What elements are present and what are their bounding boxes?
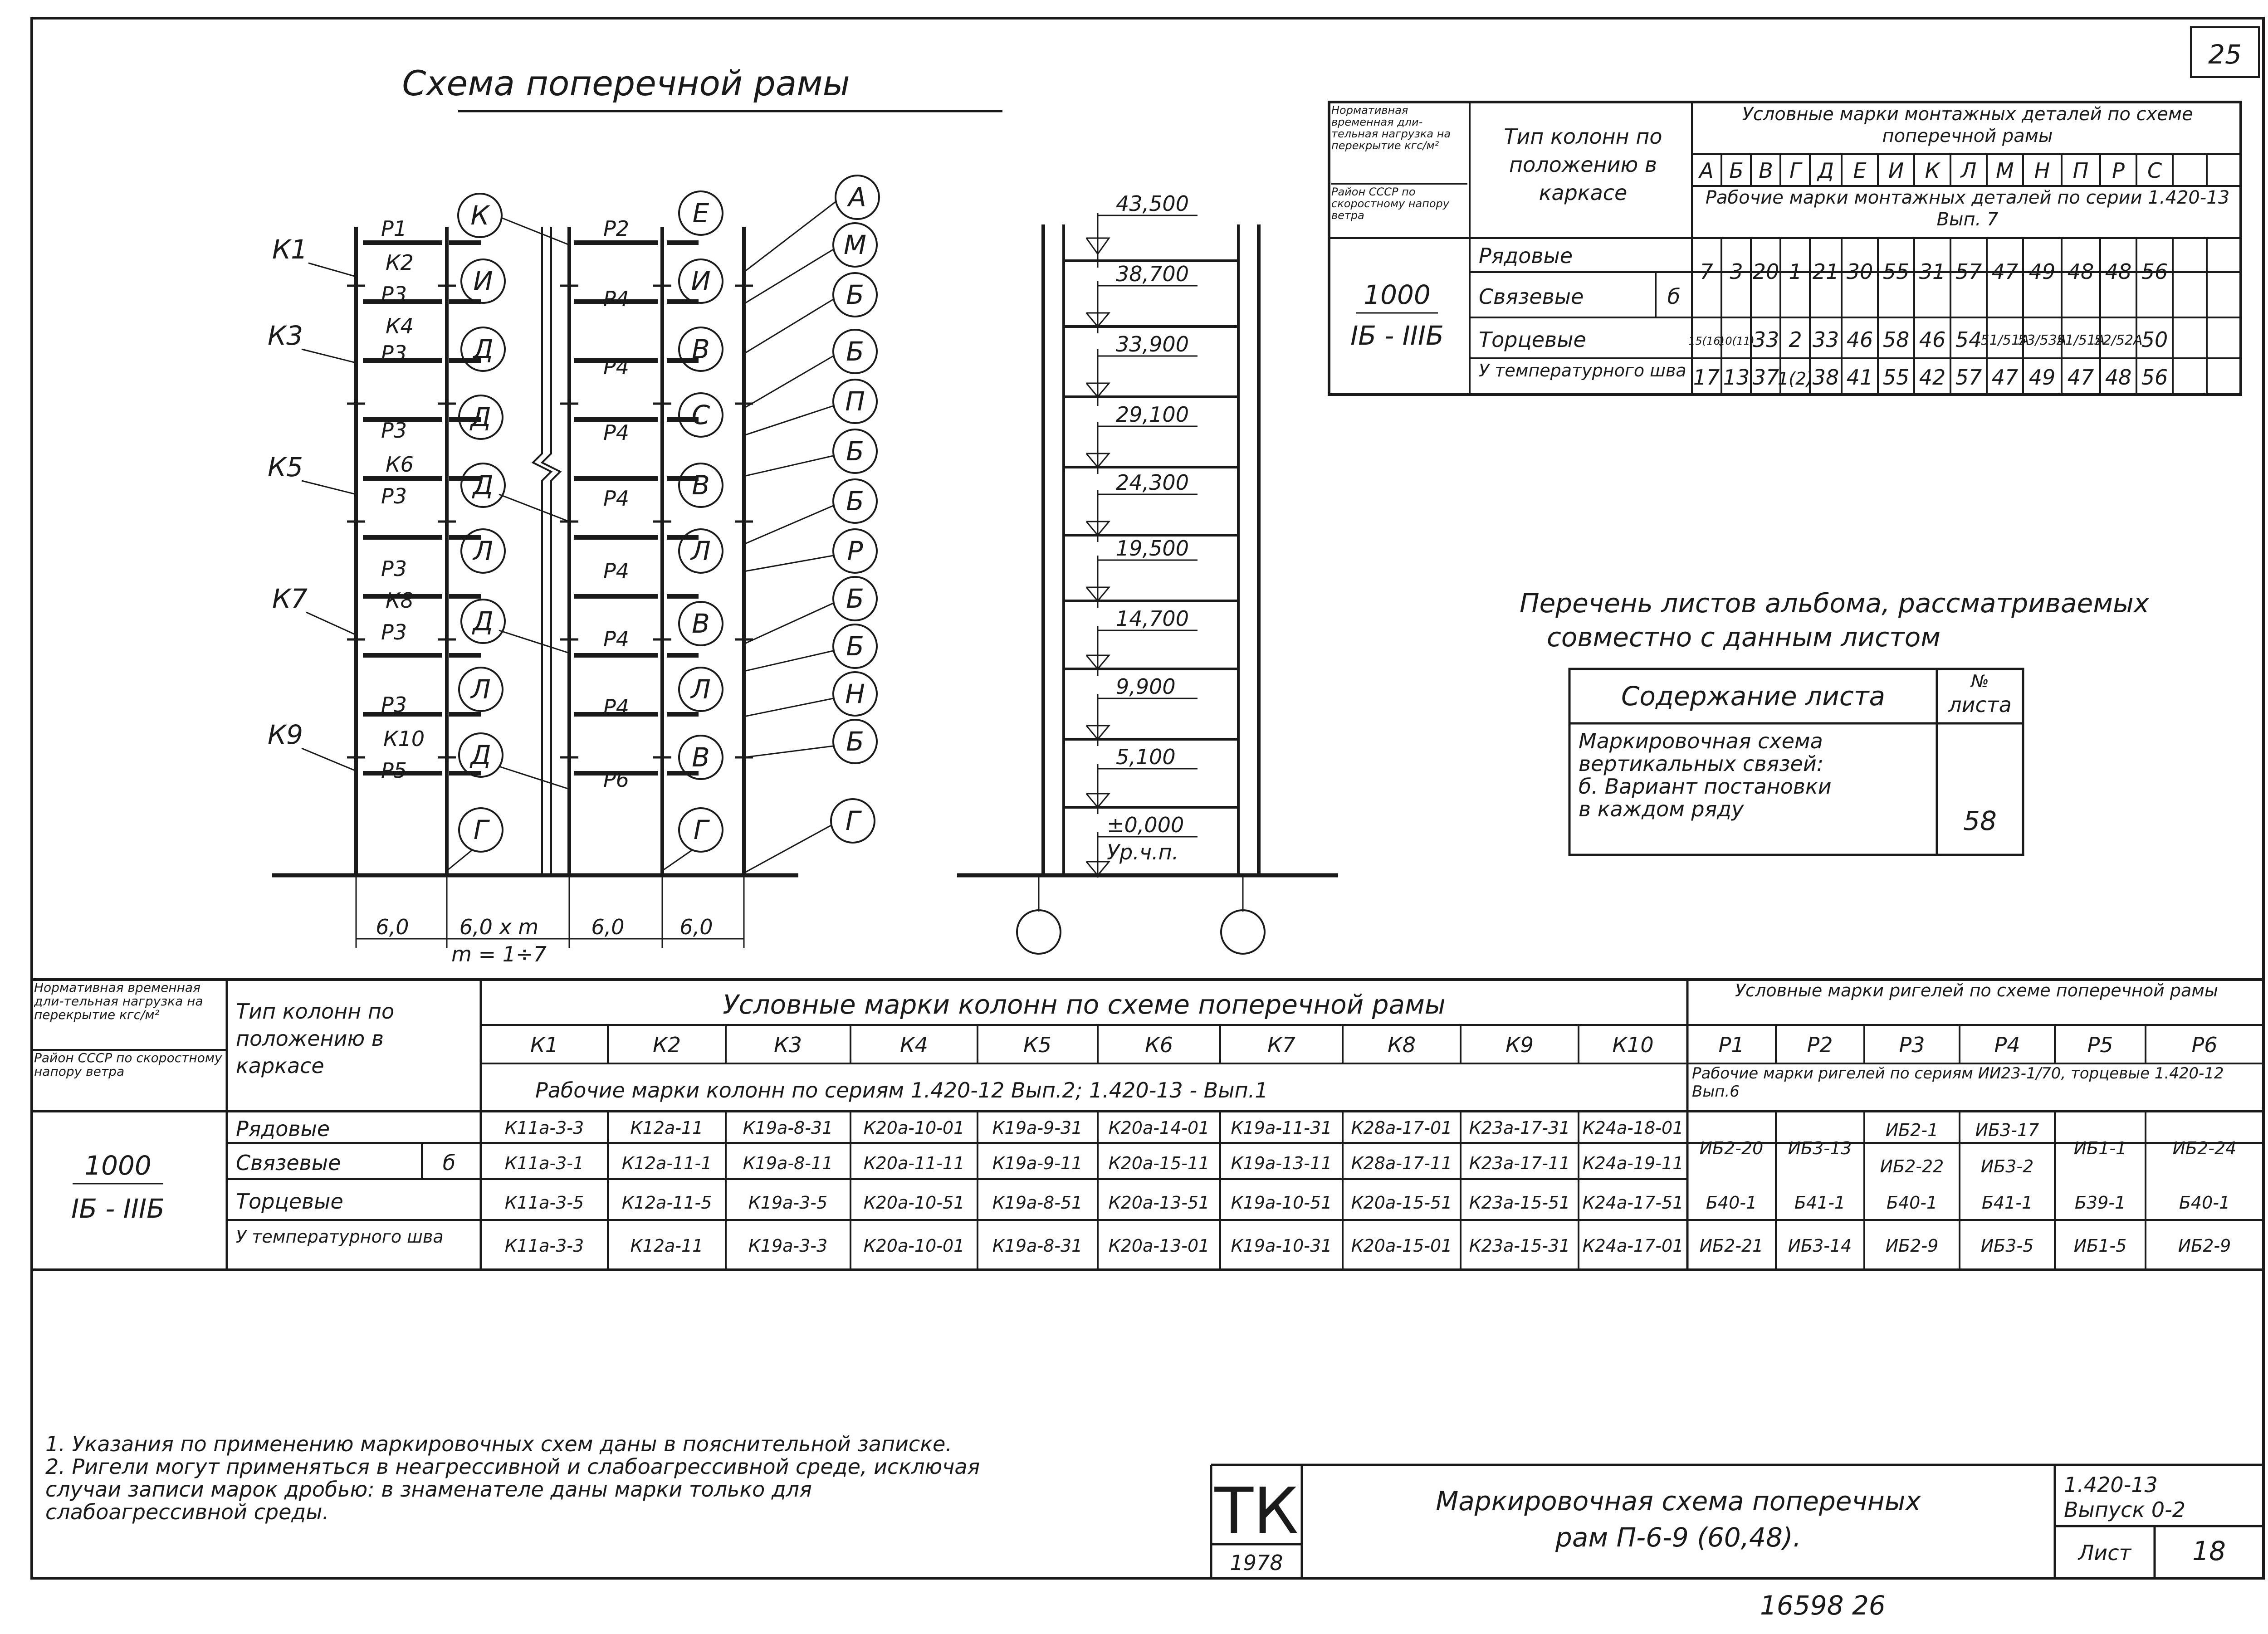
beams-row-thermal <box>1700 1236 2231 1256</box>
span-label: 6,0 <box>591 915 625 939</box>
table-cell: К24а-18-01 <box>1582 1118 1684 1138</box>
marker-label: И <box>691 266 711 297</box>
marker-label: М <box>843 229 867 260</box>
sheet-frame <box>32 18 2263 1578</box>
table-cell: 51/51А <box>1980 332 2029 348</box>
load-value: 1000 <box>1364 279 1431 310</box>
span-label: 6,0 <box>679 915 713 939</box>
level-mark: 33,900 <box>1116 332 1189 356</box>
table-cell: К23а-15-31 <box>1469 1236 1570 1256</box>
beam-label: Р3 <box>381 620 407 644</box>
table-cell: К20а-15-01 <box>1351 1236 1452 1256</box>
beam-mark: Р3 <box>1899 1033 1925 1057</box>
column-mark: К6 <box>1145 1033 1173 1057</box>
beam-label: Р4 <box>603 287 630 311</box>
row-type-label: У температурного шва <box>1479 361 1686 380</box>
table-cell: 48 <box>2105 365 2132 390</box>
beam-label: Р4 <box>603 559 630 583</box>
table-cell: 1 <box>1789 259 1802 284</box>
table-cell: К19а-10-51 <box>1231 1193 1332 1213</box>
marker-label: Д <box>473 334 494 365</box>
table-cell: 49 <box>2028 365 2056 390</box>
table-cell: К19а-9-31 <box>992 1118 1083 1138</box>
table-cell: 37 <box>1752 365 1779 390</box>
table-cell: К19а-8-51 <box>992 1193 1083 1213</box>
table-cell: К23а-15-51 <box>1469 1193 1570 1213</box>
columns-header: Условные марки колонн по схеме поперечной рамы <box>723 989 1446 1020</box>
table-cell: Б40-1 <box>1706 1193 1757 1213</box>
table-cell: К28а-17-11 <box>1351 1153 1452 1173</box>
table-cell: К19а-9-11 <box>992 1153 1083 1173</box>
marker-label: А <box>848 182 866 213</box>
elevation-levels <box>1107 191 1189 864</box>
beam-label: Р4 <box>603 420 630 445</box>
table-cell: К20а-10-01 <box>863 1236 965 1256</box>
bay3-labels <box>603 216 629 792</box>
marker-label: Б <box>846 279 864 310</box>
marker-label: Н <box>845 678 865 709</box>
table-cell: ИБ1-5 <box>2073 1236 2127 1256</box>
column-label: К5 <box>268 452 303 483</box>
table-cell: 21 <box>1812 259 1839 284</box>
column-label: К7 <box>272 583 308 614</box>
sheet-label: Лист <box>2078 1541 2131 1565</box>
table-cell: 53/53А <box>2018 332 2067 348</box>
markers-left <box>458 194 505 852</box>
column-mark: К2 <box>653 1033 681 1057</box>
b-mark: б <box>1667 284 1681 309</box>
beams-header: Условные марки ригелей по схеме поперечной рамы <box>1735 980 2218 1000</box>
table-cell: 46 <box>1846 327 1873 352</box>
table-cell: К11а-3-5 <box>504 1193 584 1213</box>
table-cell: К19а-13-11 <box>1231 1153 1332 1173</box>
tk-logo: ТК <box>1214 1474 1299 1548</box>
beam-mark-headers <box>1718 1033 2217 1057</box>
level-mark: 29,100 <box>1116 402 1189 427</box>
table-cell: К23а-17-11 <box>1469 1153 1570 1173</box>
table-cell: К24а-17-51 <box>1582 1193 1684 1213</box>
beam-label: К6 <box>386 452 414 477</box>
beams-row-ordinary <box>1700 1120 2237 1158</box>
table-cell: ИБ2-1 <box>1885 1120 1939 1140</box>
marker-label: Б <box>846 726 864 757</box>
letter-cell: К <box>1925 158 1940 183</box>
column-type-header: Тип колонн по положению в каркасе <box>1504 124 1662 205</box>
beam-label: Р4 <box>603 627 630 651</box>
table-cell: ИБ2-21 <box>1699 1236 1764 1256</box>
table-cell: ИБ2-9 <box>1885 1236 1939 1256</box>
letter-cell: Е <box>1853 158 1867 183</box>
m-range: m = 1÷7 <box>451 942 547 966</box>
year: 1978 <box>1230 1551 1283 1575</box>
beam-label: К8 <box>386 588 414 613</box>
columns-row-thermal <box>505 1236 1684 1256</box>
series-code: 1.420-13 <box>2064 1473 2158 1497</box>
issue: Выпуск 0-2 <box>2064 1497 2186 1522</box>
level-mark: 5,100 <box>1116 745 1176 769</box>
table-cell: К20а-10-51 <box>863 1193 965 1213</box>
marker-label: Б <box>846 631 864 662</box>
marker-label: В <box>692 334 710 365</box>
beam-label: Р3 <box>381 282 407 307</box>
table-cell: 52/52А <box>2094 332 2143 348</box>
letter-cell: Б <box>1729 158 1744 183</box>
letter-cell: Л <box>1960 158 1977 183</box>
row-type-label: Связевые <box>236 1151 341 1175</box>
letter-cell: Р <box>2112 158 2125 183</box>
table-cell: 51/51А <box>2056 332 2105 348</box>
beam-label: Р3 <box>381 556 407 581</box>
table-cell: К19а-3-3 <box>748 1236 828 1256</box>
span-label: 6,0 <box>376 915 409 939</box>
columns-row-bracing <box>505 1153 1684 1173</box>
table-cell: ИБ1-1 <box>2073 1138 2127 1158</box>
letter-cell: В <box>1759 158 1773 183</box>
table-cell: К20а-14-01 <box>1108 1118 1210 1138</box>
table-cell: 10(11) <box>1718 335 1755 347</box>
table-cell: К24а-19-11 <box>1582 1153 1684 1173</box>
table-cell: Б40-1 <box>2179 1193 2230 1213</box>
end-row <box>1688 327 2168 352</box>
sheet-number: 18 <box>2192 1536 2226 1566</box>
table-cell: 49 <box>2028 259 2056 284</box>
load-header: Нормативная временная дли-тельная нагрузка на перекрытие кгс/м² <box>34 981 203 1022</box>
content-line: вертикальных связей: <box>1579 751 1824 776</box>
content-line: б. Вариант постановки <box>1579 774 1832 799</box>
columns-row-ordinary <box>505 1118 1684 1138</box>
columns-series: Рабочие марки колонн по сериям 1.420-12 Вып.2; 1.420-13 - Вып.1 <box>535 1078 1268 1102</box>
table-cell: 55 <box>1882 259 1910 284</box>
beam-label: К10 <box>383 727 425 751</box>
marker-label: Р <box>847 536 863 566</box>
row-type-label: Торцевые <box>1479 327 1586 352</box>
column-mark: К1 <box>530 1033 558 1057</box>
table-cell: 48 <box>2067 259 2094 284</box>
column-mark: К4 <box>900 1033 928 1057</box>
title-block <box>1211 1465 2263 1578</box>
table-cell: 56 <box>2141 365 2168 390</box>
table-cell: 7 <box>1700 259 1713 284</box>
marker-label: Л <box>691 674 711 705</box>
table-cell: Б41-1 <box>1794 1193 1846 1213</box>
beams-row-end <box>1706 1193 2230 1213</box>
column-mark: К8 <box>1388 1033 1416 1057</box>
beam-label: Р3 <box>381 418 407 443</box>
level-mark: ±0,000 <box>1107 813 1184 837</box>
ground-level-label: Ур.ч.п. <box>1107 840 1179 864</box>
table-cell: К28а-17-01 <box>1351 1118 1452 1138</box>
marker-label: Б <box>846 336 864 367</box>
region-header: Район СССР по скоростному напору ветра <box>1331 186 1449 222</box>
marker-label: Д <box>473 470 494 501</box>
table-cell: К12а-11 <box>630 1236 704 1256</box>
table-cell: К19а-10-31 <box>1231 1236 1332 1256</box>
table-cell: К19а-8-31 <box>992 1236 1083 1256</box>
table-cell: ИБ2-24 <box>2172 1138 2237 1158</box>
marker-label: Б <box>846 486 864 517</box>
column-mark: К7 <box>1267 1033 1295 1057</box>
marker-label: Л <box>691 536 711 566</box>
table-cell: 38 <box>1812 365 1839 390</box>
col-number-header: листа <box>1948 693 2012 717</box>
table-cell: ИБ2-22 <box>1880 1156 1944 1176</box>
table-cell: 1(2) <box>1777 369 1813 389</box>
table-cell: К19а-8-11 <box>743 1153 833 1173</box>
marker-label: Г <box>845 805 860 836</box>
table-cell: 3 <box>1730 259 1743 284</box>
marker-label: Л <box>471 674 491 705</box>
column-mark: К3 <box>774 1033 802 1057</box>
table-cell: 31 <box>1919 259 1946 284</box>
marks-header: Условные марки монтажных деталей по схеме поперечной рамы <box>1742 104 2193 146</box>
beam-label: Р5 <box>381 758 407 783</box>
marker-label: К <box>470 200 489 231</box>
table-cell: К11а-3-3 <box>504 1236 584 1256</box>
table-cell: Б41-1 <box>1981 1193 2033 1213</box>
notes <box>45 1432 980 1524</box>
letter-cell: М <box>1996 158 2014 183</box>
table-cell: 55 <box>1882 365 1910 390</box>
level-mark: 24,300 <box>1116 470 1189 495</box>
marker-label: В <box>692 742 710 773</box>
col-content-header: Содержание листа <box>1621 681 1886 712</box>
level-mark: 9,900 <box>1116 674 1176 699</box>
note-line: 1. Указания по применению маркировочных схем даны в пояснительной записке. <box>45 1432 952 1456</box>
table-cell: 30 <box>1846 259 1873 284</box>
table-cell: К19а-11-31 <box>1231 1118 1332 1138</box>
table-cell: 15(16) <box>1688 335 1725 347</box>
marker-label: Е <box>692 198 709 229</box>
marker-label: Г <box>693 815 709 845</box>
marker-label: И <box>473 266 493 297</box>
letter-cell: Д <box>1818 158 1834 183</box>
note-line: случаи записи марок дробью: в знаменателе даны марки только для <box>45 1477 812 1502</box>
beam-label: Р2 <box>603 216 630 241</box>
marker-label: Б <box>846 436 864 467</box>
marker-label: В <box>692 608 710 639</box>
related-sheets-list <box>1520 588 2150 855</box>
table-cell: К11а-3-1 <box>504 1153 584 1173</box>
beam-label: К2 <box>386 250 414 275</box>
table-cell: К11а-3-3 <box>504 1118 584 1138</box>
table-cell: К20а-11-11 <box>863 1153 965 1173</box>
column-type-header: Тип колонн по положению в каркасе <box>236 999 395 1078</box>
table-cell: Б40-1 <box>1886 1193 1938 1213</box>
table-cell: К20а-13-51 <box>1108 1193 1210 1213</box>
marker-label: Л <box>473 536 493 566</box>
beam-mark: Р6 <box>2191 1033 2218 1057</box>
table-cell: К20а-10-01 <box>863 1118 965 1138</box>
b-mark: б <box>442 1151 456 1175</box>
table-cell: 47 <box>2067 365 2094 390</box>
beam-mark: Р4 <box>1994 1033 2020 1057</box>
beam-label: Р3 <box>381 341 407 366</box>
region-header: Район СССР по скоростному напору ветра <box>34 1051 222 1079</box>
table-cell: Б39-1 <box>2074 1193 2126 1213</box>
letter-row <box>1698 158 2162 183</box>
beam-label: Р3 <box>381 693 407 717</box>
beam-label: Р4 <box>603 695 630 719</box>
note-line: слабоагрессивной среды. <box>45 1500 329 1524</box>
table-cell: ИБ2-9 <box>2178 1236 2231 1256</box>
table-cell: 42 <box>1919 365 1946 390</box>
markers-middle <box>679 191 723 852</box>
beam-mark: Р2 <box>1807 1033 1833 1057</box>
beam-label: Р3 <box>381 484 407 508</box>
col-number-header: № <box>1971 671 1989 691</box>
table-cell: ИБ2-20 <box>1699 1138 1764 1158</box>
thermal-joint-row <box>1693 365 2168 390</box>
table-cell: К19а-8-31 <box>743 1118 833 1138</box>
table-cell: 47 <box>1991 259 2019 284</box>
beam-label: К4 <box>386 314 414 338</box>
series-header: Рабочие марки монтажных деталей по серии 1.420-13 Вып. 7 <box>1705 187 2230 230</box>
load-value: 1000 <box>84 1150 152 1181</box>
column-label: К9 <box>268 719 303 750</box>
marker-label: Д <box>470 740 491 771</box>
transverse-frame-scheme <box>268 63 1002 966</box>
note-line: 2. Ригели могут применяться в неагрессивной и слабоагрессивной среде, исключая <box>45 1454 980 1479</box>
table-cell: 57 <box>1955 259 1982 284</box>
letter-cell: П <box>2072 158 2089 183</box>
table-cell: 57 <box>1955 365 1982 390</box>
table-cell: К19а-3-5 <box>748 1193 828 1213</box>
marker-label: Д <box>473 606 494 637</box>
table-cell: 56 <box>2141 259 2168 284</box>
level-mark: 14,700 <box>1116 606 1189 631</box>
table-cell: К12а-11-1 <box>621 1153 712 1173</box>
marker-label: П <box>845 386 865 417</box>
letter-cell: И <box>1888 158 1904 183</box>
table-cell: ИБ3-5 <box>1980 1236 2034 1256</box>
letter-cell: А <box>1699 158 1714 183</box>
letter-cell: Н <box>2034 158 2050 183</box>
table-cell: 47 <box>1991 365 2019 390</box>
list-heading: совместно с данным листом <box>1547 622 1941 653</box>
letter-cell: Г <box>1789 158 1801 183</box>
table-cell: 33 <box>1812 327 1839 352</box>
column-labels <box>268 234 356 771</box>
content-line: в каждом ряду <box>1579 797 1744 821</box>
marker-label: Б <box>846 583 864 614</box>
marker-label: С <box>691 400 710 430</box>
table-cell: 48 <box>2105 259 2132 284</box>
marker-label: Г <box>473 815 489 845</box>
region-value: IБ - IIIБ <box>1350 320 1444 351</box>
table-cell: 58 <box>1882 327 1910 352</box>
markers-right <box>831 176 879 843</box>
sheet-number: 58 <box>1963 805 1997 836</box>
beams-series: Рабочие марки ригелей по сериям ИИ23-1/70, торцевые 1.420-12 Вып.6 <box>1692 1064 2224 1101</box>
marker-label: В <box>692 470 710 501</box>
row-type-label: Рядовые <box>1479 244 1573 268</box>
table-cell: 17 <box>1693 365 1720 390</box>
footer-number: 16598 26 <box>1760 1590 1886 1621</box>
level-mark: 38,700 <box>1116 262 1189 286</box>
title-line: Маркировочная схема поперечных <box>1436 1486 1921 1517</box>
table-cell: К20а-13-01 <box>1108 1236 1210 1256</box>
table-cell: 54 <box>1955 327 1982 352</box>
row-type-label: Торцевые <box>236 1189 343 1214</box>
table-cell: ИБ3-13 <box>1788 1138 1852 1158</box>
column-mark: К9 <box>1505 1033 1534 1057</box>
elevation-section <box>957 191 1338 954</box>
column-mark-headers <box>530 1033 1654 1057</box>
mounting-parts-table <box>1329 102 2241 395</box>
row-type-label: Рядовые <box>236 1117 330 1141</box>
row-type-label: У температурного шва <box>236 1227 444 1247</box>
column-mark: К10 <box>1612 1033 1654 1057</box>
table-cell: К20а-15-51 <box>1351 1193 1452 1213</box>
table-cell: 33 <box>1752 327 1779 352</box>
table-cell: К20а-15-11 <box>1108 1153 1210 1173</box>
table-cell: ИБ3-17 <box>1975 1120 2039 1140</box>
letter-cell: С <box>2147 158 2162 183</box>
table-cell: К24а-17-01 <box>1582 1236 1684 1256</box>
row-type-label: Связевые <box>1479 284 1584 309</box>
table-cell: 13 <box>1723 365 1750 390</box>
columns-row-end <box>505 1193 1684 1213</box>
list-heading: Перечень листов альбома, рассматриваемых <box>1520 588 2150 619</box>
content-line: Маркировочная схема <box>1579 729 1823 753</box>
marker-label: Д <box>470 402 491 433</box>
page-number: 25 <box>2208 39 2242 70</box>
beam-label: Р4 <box>603 486 630 511</box>
beams-row-bracing <box>1880 1156 2034 1176</box>
table-cell: 50 <box>2141 327 2168 352</box>
table-cell: К12а-11-5 <box>621 1193 712 1213</box>
column-label: К3 <box>268 320 303 351</box>
table-cell: ИБ3-14 <box>1788 1236 1852 1256</box>
column-mark: К5 <box>1023 1033 1051 1057</box>
table-cell: ИБ3-2 <box>1980 1156 2034 1176</box>
title-line: рам П-6-9 (60,48). <box>1555 1522 1801 1553</box>
beam-label: Р1 <box>381 216 407 241</box>
region-value: IБ - IIIБ <box>71 1193 165 1224</box>
frame-title: Схема поперечной рамы <box>402 63 850 103</box>
level-mark: 43,500 <box>1116 191 1189 216</box>
table-cell: К23а-17-31 <box>1469 1118 1570 1138</box>
level-mark: 19,500 <box>1116 536 1189 561</box>
table-cell: 20 <box>1752 259 1779 284</box>
beam-label: Р4 <box>603 355 630 379</box>
beam-mark: Р1 <box>1718 1033 1745 1057</box>
span-label: 6,0 x m <box>459 915 539 939</box>
column-marks-table <box>32 980 2263 1270</box>
table-cell: 2 <box>1789 327 1802 352</box>
column-label: К1 <box>272 234 308 265</box>
table-cell: 41 <box>1846 365 1873 390</box>
table-cell: К12а-11 <box>630 1118 704 1138</box>
table-cell: 46 <box>1919 327 1946 352</box>
beam-mark: Р5 <box>2087 1033 2113 1057</box>
beam-label: Р6 <box>603 767 630 792</box>
load-header: Нормативная временная дли-тельная нагрузка на перекрытие кгс/м² <box>1331 104 1451 152</box>
